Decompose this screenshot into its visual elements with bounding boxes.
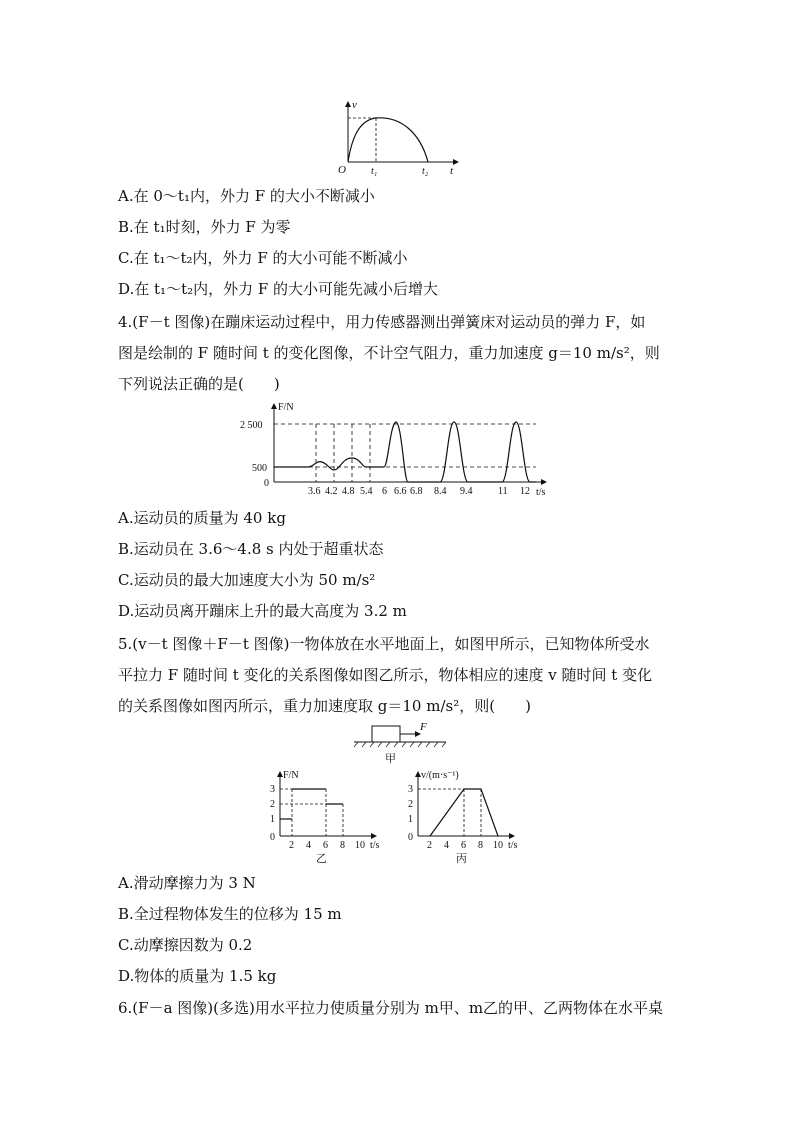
q4-ft-chart <box>238 400 558 500</box>
vt-t2: t₂ <box>422 166 429 177</box>
bing-ytick: 0 <box>408 832 413 843</box>
yi-ytick: 3 <box>270 784 275 795</box>
vt-origin: O <box>338 164 346 176</box>
yi-ytick: 0 <box>270 832 275 843</box>
q4-xtick: 4.2 <box>325 486 338 497</box>
q4-force-curve <box>274 422 536 482</box>
caption-bing: 丙 <box>456 853 467 865</box>
q5-option-d: D.物体的质量为 1.5 kg <box>118 967 277 985</box>
q4-xtick: 5.4 <box>360 486 373 497</box>
yi-ytick: 1 <box>270 814 275 825</box>
yi-xtick: 10 <box>355 840 365 851</box>
q4-xtick: 8.4 <box>434 486 447 497</box>
q4-xlabel: t/s <box>536 487 546 498</box>
q4-option-c: C.运动员的最大加速度大小为 50 m/s² <box>118 571 376 589</box>
q4-xtick: 9.4 <box>460 486 473 497</box>
yi-xtick: 2 <box>289 840 294 851</box>
q3-option-d: D.在 t₁～t₂内，外力 F 的大小可能先减小后增大 <box>118 280 439 298</box>
yi-xlabel: t/s <box>370 840 380 851</box>
caption-jia: 甲 <box>385 753 396 765</box>
vt-t-label: t <box>450 165 454 177</box>
q4-ylabel: F/N <box>278 402 294 413</box>
q6-stem-1: 6.(F－a 图像)(多选)用水平拉力使质量分别为 m甲、m乙的甲、乙两物体在水平桌 <box>118 999 664 1017</box>
q4-stem-3: 下列说法正确的是( ) <box>118 375 280 393</box>
bing-ytick: 1 <box>408 814 413 825</box>
q4-ytick-2500: 2 500 <box>240 420 263 431</box>
block <box>372 726 400 742</box>
q5-option-c: C.动摩擦因数为 0.2 <box>118 936 253 954</box>
bing-xtick: 4 <box>444 840 449 851</box>
q4-xtick: 6.6 <box>394 486 407 497</box>
q3-option-c: C.在 t₁～t₂内，外力 F 的大小可能不断减小 <box>118 249 408 267</box>
q4-option-a: A.运动员的质量为 40 kg <box>118 509 286 527</box>
caption-yi: 乙 <box>316 853 327 865</box>
q4-ytick-500: 500 <box>252 463 267 474</box>
q4-option-b: B.运动员在 3.6～4.8 s 内处于超重状态 <box>118 540 384 558</box>
q4-xtick: 3.6 <box>308 486 321 497</box>
bing-xtick: 8 <box>478 840 483 851</box>
yi-ytick: 2 <box>270 799 275 810</box>
bing-xtick: 10 <box>493 840 503 851</box>
bing-xtick: 6 <box>461 840 466 851</box>
bing-ytick: 3 <box>408 784 413 795</box>
bing-ytick: 2 <box>408 799 413 810</box>
yi-xtick: 8 <box>340 840 345 851</box>
q4-xtick: 4.8 <box>342 486 355 497</box>
q3-option-b: B.在 t₁时刻，外力 F 为零 <box>118 218 291 236</box>
vt-v-label: v <box>352 99 357 111</box>
q4-stem-1: 4.(F－t 图像)在蹦床运动过程中，用力传感器测出弹簧床对运动员的弹力 F，如 <box>118 313 646 331</box>
yi-xtick: 4 <box>306 840 311 851</box>
q5-stem-3: 的关系图像如图丙所示，重力加速度取 g＝10 m/s²，则( ) <box>118 697 531 715</box>
q5-stem-1: 5.(v－t 图像＋F－t 图像)一物体放在水平地面上，如图甲所示，已知物体所受水 <box>118 635 650 653</box>
q5-option-a: A.滑动摩擦力为 3 N <box>118 874 256 892</box>
force-label: F <box>420 721 427 733</box>
q4-xtick: 6 <box>382 486 387 497</box>
q4-ytick-0: 0 <box>264 478 269 489</box>
q4-xtick: 12 <box>520 486 530 497</box>
q3-option-a: A.在 0～t₁内，外力 F 的大小不断减小 <box>118 187 375 205</box>
q5-fig-jia <box>350 718 450 766</box>
bing-ylabel: v/(m·s⁻¹) <box>421 770 459 781</box>
vt-t1: t₁ <box>371 166 378 177</box>
q4-stem-2: 图是绘制的 F 随时间 t 的变化图像，不计空气阻力，重力加速度 g＝10 m/s²，则 <box>118 344 660 362</box>
vt-graph <box>330 96 470 180</box>
q5-option-b: B.全过程物体发生的位移为 15 m <box>118 905 342 923</box>
q4-xtick: 11 <box>498 486 508 497</box>
bing-xtick: 2 <box>427 840 432 851</box>
q5-fig-yi <box>262 766 392 866</box>
q5-fig-bing <box>400 766 540 866</box>
yi-xtick: 6 <box>323 840 328 851</box>
q5-stem-2: 平拉力 F 随时间 t 变化的关系图像如图乙所示，物体相应的速度 v 随时间 t 变化 <box>118 666 653 684</box>
yi-ylabel: F/N <box>283 770 299 781</box>
bing-xlabel: t/s <box>508 840 518 851</box>
q4-xtick: 6.8 <box>410 486 423 497</box>
vt-curve <box>348 118 428 162</box>
q4-option-d: D.运动员离开蹦床上升的最大高度为 3.2 m <box>118 602 407 620</box>
